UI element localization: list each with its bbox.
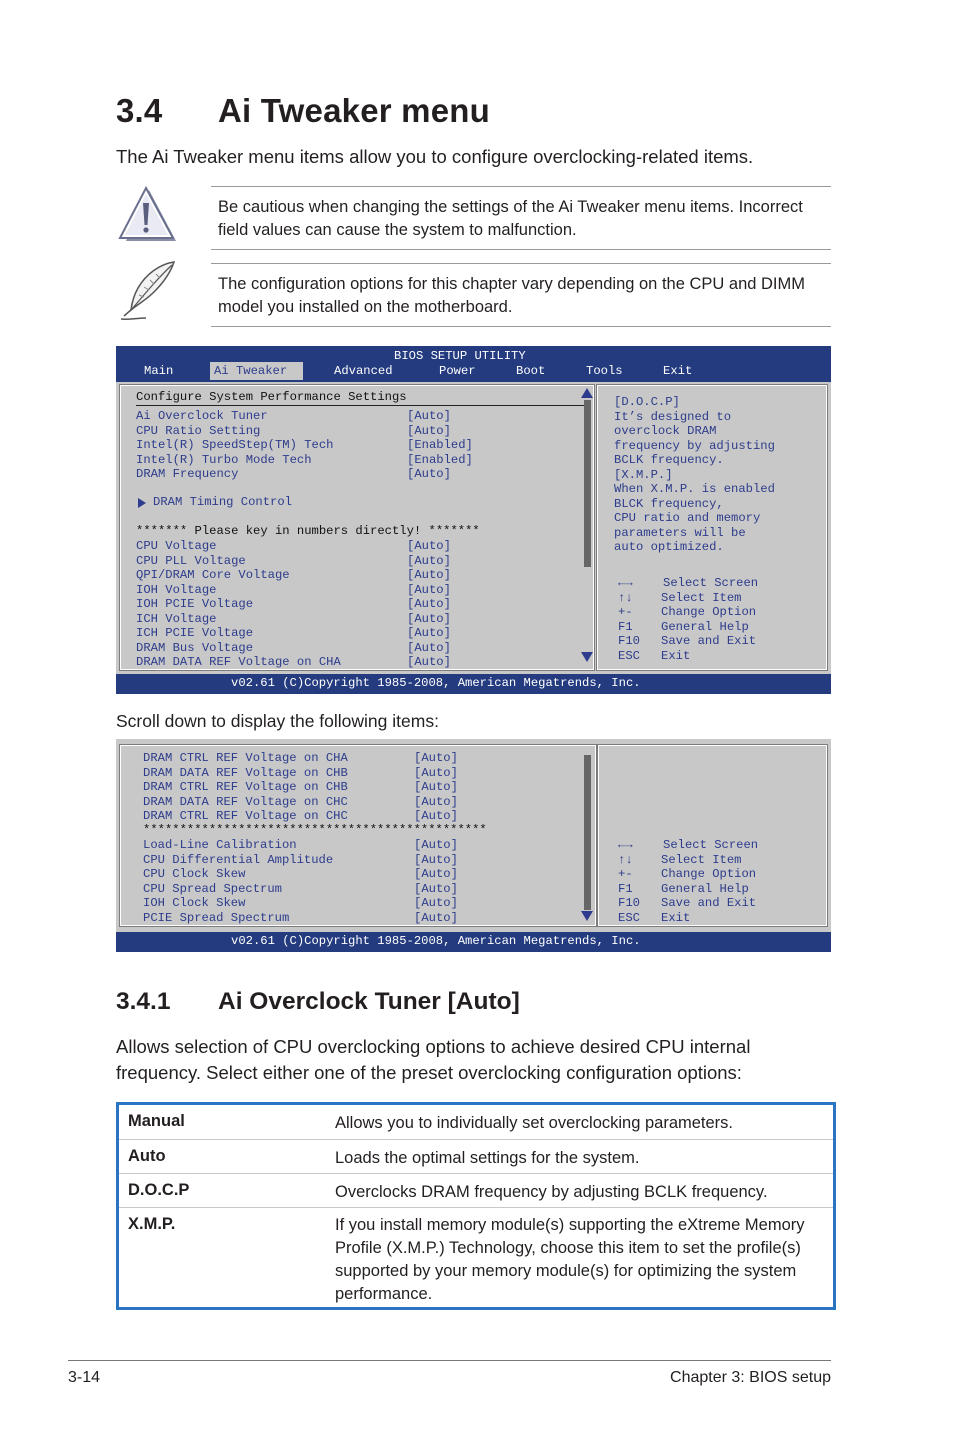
key-desc: Save and Exit (661, 896, 757, 910)
table-row (119, 1105, 833, 1139)
key-desc: Select Screen (663, 576, 759, 590)
page-heading (116, 92, 490, 130)
key-desc: Save and Exit (661, 634, 757, 648)
bios-title: BIOS SETUP UTILITY (394, 349, 526, 363)
setting-value[interactable]: [Auto] (407, 423, 451, 438)
menu-tab-ai-tweaker[interactable]: Ai Tweaker (214, 364, 288, 378)
setting-label[interactable]: DRAM Frequency (136, 467, 239, 481)
key-desc: Exit (661, 910, 691, 925)
setting-value[interactable]: [Auto] (407, 553, 451, 568)
scrollbar-thumb[interactable] (584, 755, 591, 910)
setting-label[interactable]: IOH Voltage (136, 582, 217, 597)
option-name: D.O.C.P (128, 1181, 190, 1199)
key-plus-minus: +- (618, 605, 633, 619)
warning-note-text: Be cautious when changing the settings of the Ai Tweaker menu items. Incorrect field values can cause the system to malfunction. (218, 198, 803, 239)
key-desc: General Help (661, 619, 749, 634)
setting-label[interactable]: DRAM DATA REF Voltage on CHB (143, 765, 348, 780)
setting-value[interactable]: [Auto] (407, 597, 451, 611)
help-line: overclock DRAM (614, 424, 717, 438)
help-line: When X.M.P. is enabled (614, 482, 775, 496)
setting-value[interactable]: [Auto] (414, 809, 458, 823)
option-name: X.M.P. (128, 1215, 176, 1233)
help-line: [D.O.C.P] (614, 395, 680, 409)
key-desc: Change Option (661, 605, 757, 619)
key-arrows-ud: ↑↓ (618, 852, 633, 867)
setting-label[interactable]: DRAM Bus Voltage (136, 640, 254, 655)
option-desc: Overclocks DRAM frequency by adjusting BCLK frequency. (335, 1183, 768, 1201)
key-arrows-ud: ↑↓ (618, 590, 633, 605)
info-note-text: The configuration options for this chapter vary depending on the CPU and DIMM model you installed on the motherboard. (218, 275, 805, 316)
setting-value[interactable]: [Auto] (407, 568, 451, 582)
input-notice: ******* Please key in numbers directly! ******* (136, 524, 480, 538)
option-desc: Loads the optimal settings for the system. (335, 1149, 640, 1167)
setting-label[interactable]: DRAM DATA REF Voltage on CHC (143, 794, 348, 809)
setting-value[interactable]: [Auto] (414, 838, 458, 852)
options-table (116, 1102, 836, 1310)
help-line: CPU ratio and memory (614, 511, 761, 525)
key-desc: Select Item (661, 852, 742, 867)
scroll-down-arrow-icon[interactable] (581, 652, 593, 662)
setting-value[interactable]: [Enabled] (407, 452, 473, 467)
key-plus-minus: +- (618, 867, 633, 881)
bios-screen-scrolled (116, 739, 831, 952)
setting-label[interactable]: CPU Differential Amplitude (143, 852, 334, 867)
scroll-up-arrow-icon[interactable] (581, 388, 593, 398)
section-heading (116, 988, 520, 1016)
setting-value[interactable]: [Auto] (414, 867, 458, 881)
setting-label[interactable]: CPU Clock Skew (143, 867, 246, 881)
setting-value[interactable]: [Auto] (414, 852, 458, 867)
setting-value[interactable]: [Auto] (407, 611, 451, 626)
heading-title: Ai Tweaker menu (218, 92, 490, 129)
setting-value[interactable]: [Auto] (414, 794, 458, 809)
setting-label[interactable]: CPU Spread Spectrum (143, 881, 282, 896)
setting-value[interactable]: [Auto] (414, 910, 458, 925)
help-line: parameters will be (614, 525, 746, 540)
table-row (119, 1139, 833, 1173)
footer-rule (68, 1360, 831, 1361)
setting-value[interactable]: [Auto] (414, 896, 458, 910)
page-number: 3-14 (68, 1369, 101, 1386)
setting-label[interactable]: DRAM CTRL REF Voltage on CHA (143, 751, 348, 765)
submenu-arrow-icon (138, 498, 146, 508)
setting-label[interactable]: QPI/DRAM Core Voltage (136, 568, 290, 582)
setting-label[interactable]: DRAM DATA REF Voltage on CHA (136, 655, 341, 669)
key-f1: F1 (618, 619, 633, 634)
option-desc: If you install memory module(s) supporting the eXtreme Memory Profile (X.M.P.) Technology, choose this item to set the profile(s) supported by your memory module(s) for optimizing the system performance. (335, 1216, 805, 1303)
setting-label[interactable]: CPU PLL Voltage (136, 553, 246, 568)
setting-label[interactable]: CPU Voltage (136, 539, 217, 553)
setting-value[interactable]: [Auto] (414, 751, 458, 765)
menu-tab-tools[interactable]: Tools (586, 364, 623, 378)
option-desc: Allows you to individually set overclocking parameters. (335, 1114, 734, 1132)
key-f1: F1 (618, 881, 633, 896)
table-row (119, 1207, 833, 1307)
bios-copyright: v02.61 (C)Copyright 1985-2008, American Megatrends, Inc. (231, 934, 641, 948)
separator-line: *********************************************** (143, 823, 487, 837)
bios-title-bar (116, 346, 831, 382)
help-line: BCLK frequency. (614, 453, 724, 467)
setting-value[interactable]: [Auto] (407, 640, 451, 655)
bios-footer-bar (116, 932, 831, 952)
setting-value[interactable]: [Auto] (407, 655, 451, 669)
key-desc: General Help (661, 881, 749, 896)
table-row (119, 1173, 833, 1207)
scrollbar-thumb[interactable] (584, 400, 591, 567)
setting-value[interactable]: [Auto] (407, 582, 451, 597)
key-desc: Exit (661, 648, 691, 663)
menu-tab-advanced[interactable]: Advanced (334, 364, 393, 378)
key-desc: Select Item (661, 590, 742, 605)
bios-screen-main (116, 346, 831, 694)
key-arrows-lr: ←→ (618, 838, 633, 852)
settings-section-title: Configure System Performance Settings (136, 390, 407, 404)
setting-label[interactable]: ICH Voltage (136, 611, 217, 626)
setting-label[interactable]: DRAM CTRL REF Voltage on CHC (143, 809, 348, 823)
setting-value[interactable]: [Auto] (414, 780, 458, 794)
option-name: Manual (128, 1112, 185, 1130)
help-line: BLCK frequency, (614, 496, 724, 511)
menu-tab-boot[interactable]: Boot (516, 364, 546, 378)
bios-copyright: v02.61 (C)Copyright 1985-2008, American Megatrends, Inc. (231, 676, 641, 690)
intro-text: The Ai Tweaker menu items allow you to configure overclocking-related items. (116, 146, 754, 167)
setting-label[interactable]: Intel(R) Turbo Mode Tech (136, 452, 312, 467)
setting-value[interactable]: [Auto] (414, 765, 458, 780)
key-f10: F10 (618, 634, 640, 648)
setting-value[interactable]: [Auto] (407, 626, 451, 640)
key-esc: ESC (618, 648, 640, 663)
setting-value[interactable]: [Auto] (407, 539, 451, 553)
scroll-down-arrow-icon[interactable] (581, 911, 593, 921)
key-arrows-lr: ←→ (618, 576, 633, 590)
setting-label[interactable]: DRAM CTRL REF Voltage on CHB (143, 780, 348, 794)
setting-label[interactable]: IOH Clock Skew (143, 896, 246, 910)
note-divider (211, 263, 831, 264)
section-paragraph: Allows selection of CPU overclocking options to achieve desired CPU internal frequency. Select either one of the preset overclocking configuration options: (116, 1036, 751, 1083)
setting-value[interactable]: [Enabled] (407, 438, 473, 452)
help-line: frequency by adjusting (614, 438, 775, 453)
menu-tab-main[interactable]: Main (144, 364, 174, 378)
heading-number: 3.4 (116, 92, 163, 129)
setting-label[interactable]: Intel(R) SpeedStep(TM) Tech (136, 438, 334, 452)
menu-tab-exit[interactable]: Exit (663, 364, 693, 378)
section-underline (136, 405, 589, 406)
setting-label[interactable]: CPU Ratio Setting (136, 423, 261, 438)
help-line: auto optimized. (614, 540, 724, 554)
warning-icon (116, 186, 178, 244)
scroll-caption: Scroll down to display the following items: (116, 711, 439, 731)
setting-label[interactable]: Ai Overclock Tuner (136, 409, 268, 423)
help-line: [X.M.P.] (614, 467, 673, 482)
option-name: Auto (128, 1147, 166, 1165)
submenu-dram-timing-control[interactable]: DRAM Timing Control (153, 495, 292, 509)
key-desc: Select Screen (663, 838, 759, 852)
feather-pen-icon (116, 258, 180, 322)
key-esc: ESC (618, 910, 640, 925)
help-line: It’s designed to (614, 409, 732, 424)
note-divider (211, 186, 831, 187)
section-number: 3.4.1 (116, 988, 171, 1015)
note-divider (211, 249, 831, 250)
setting-value[interactable]: [Auto] (407, 467, 451, 481)
setting-label[interactable]: ICH PCIE Voltage (136, 626, 254, 640)
setting-label[interactable]: PCIE Spread Spectrum (143, 910, 290, 925)
setting-label[interactable]: IOH PCIE Voltage (136, 597, 254, 611)
setting-value[interactable]: [Auto] (414, 881, 458, 896)
menu-tab-power[interactable]: Power (439, 364, 476, 378)
bios-footer-bar (116, 674, 831, 694)
key-desc: Change Option (661, 867, 757, 881)
setting-value[interactable]: [Auto] (407, 409, 451, 423)
note-divider (211, 326, 831, 327)
key-f10: F10 (618, 896, 640, 910)
section-title: Ai Overclock Tuner [Auto] (218, 988, 520, 1015)
chapter-title: Chapter 3: BIOS setup (670, 1369, 831, 1386)
setting-label[interactable]: Load-Line Calibration (143, 838, 297, 852)
